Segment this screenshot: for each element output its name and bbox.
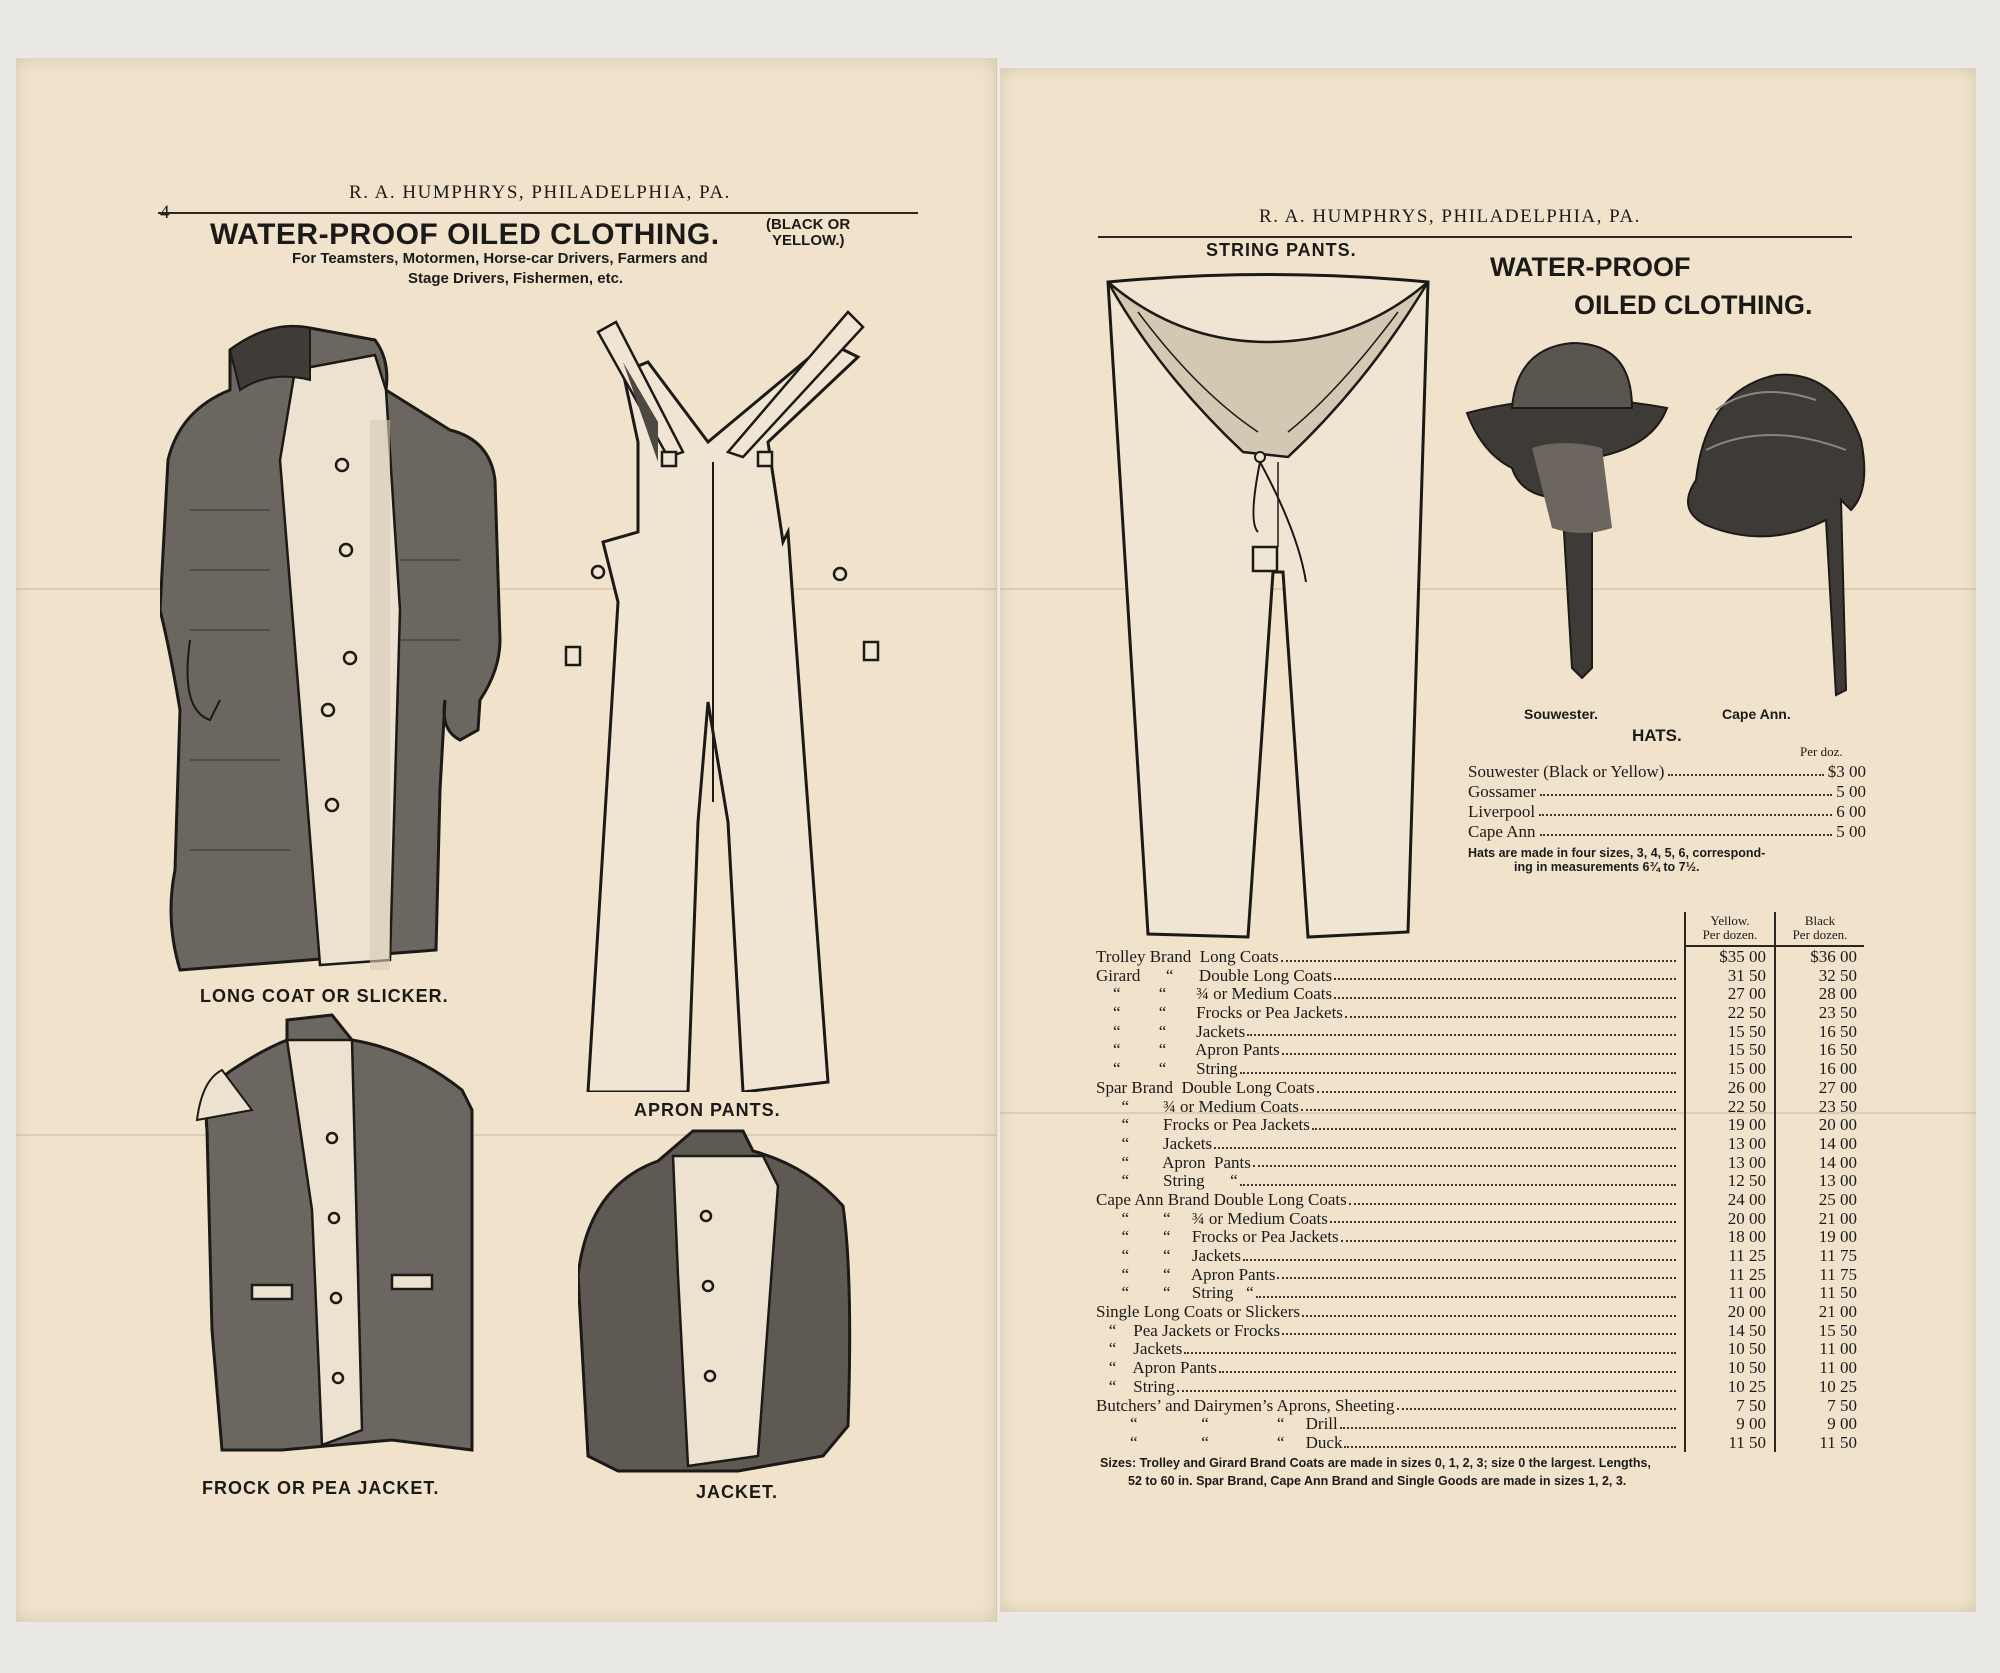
- black-price: 23 50: [1818, 1096, 1857, 1116]
- yellow-price: 27 00: [1727, 984, 1766, 1004]
- black-price: 15 50: [1818, 1320, 1857, 1340]
- item-label: “ Frocks or Pea Jackets: [1096, 1116, 1310, 1135]
- yellow-price: 10 50: [1727, 1339, 1766, 1359]
- item-label: Spar Brand Double Long Coats: [1096, 1078, 1315, 1097]
- black-price: 16 50: [1818, 1040, 1857, 1060]
- right-head-rule: [1098, 236, 1852, 238]
- leader-dots: [1219, 1359, 1676, 1373]
- yellow-column-header: [1686, 914, 1774, 942]
- black-price: 21 00: [1818, 1208, 1857, 1228]
- yellow-price: 22 50: [1727, 1096, 1766, 1116]
- black-price: 9 00: [1827, 1414, 1857, 1434]
- price-row-label-cell: [1096, 1434, 1678, 1453]
- price-row: [1096, 1135, 1860, 1154]
- black-column-header: [1776, 914, 1864, 942]
- price-row: [1096, 1210, 1860, 1229]
- hat-name: Souwester (Black or Yellow): [1468, 762, 1665, 781]
- black-price: 19 00: [1818, 1227, 1857, 1247]
- price-row: [1096, 1060, 1860, 1079]
- item-label: “ Apron Pants: [1096, 1359, 1217, 1378]
- leader-dots: [1540, 822, 1833, 836]
- yellow-price: 12 50: [1727, 1171, 1766, 1191]
- leader-dots: [1668, 762, 1823, 776]
- price-row-label-cell: [1096, 1135, 1678, 1154]
- right-title-line1: WATER-PROOF: [1490, 252, 1691, 282]
- item-label: “ “ Apron Pants: [1096, 1041, 1280, 1060]
- leader-dots: [1317, 1079, 1676, 1093]
- item-label: “ “ Apron Pants: [1096, 1265, 1276, 1284]
- leader-dots: [1345, 1004, 1676, 1018]
- black-price: 20 00: [1818, 1115, 1857, 1135]
- yellow-price: 7 50: [1736, 1395, 1766, 1415]
- black-price: 11 75: [1819, 1264, 1857, 1284]
- leader-dots: [1214, 1135, 1676, 1149]
- black-price: 14 00: [1818, 1133, 1857, 1153]
- price-row-label-cell: [1096, 1284, 1678, 1303]
- leader-dots: [1240, 1172, 1676, 1186]
- item-label: “ “ String: [1096, 1060, 1238, 1079]
- price-row-label-cell: [1096, 1322, 1678, 1341]
- price-row-label-cell: [1096, 1340, 1678, 1359]
- black-price: 11 50: [1819, 1432, 1857, 1452]
- long-coat-caption: LONG COAT OR SLICKER.: [200, 986, 449, 1006]
- apron-pants-caption: APRON PANTS.: [634, 1100, 781, 1120]
- hat-name: Cape Ann: [1468, 822, 1536, 841]
- price-row: [1096, 1098, 1860, 1117]
- item-label: “ “ String “: [1096, 1284, 1254, 1303]
- price-row: [1096, 1397, 1860, 1416]
- black-price: 16 50: [1818, 1021, 1857, 1041]
- item-label: “ Jackets: [1096, 1340, 1183, 1359]
- hat-name: Liverpool: [1468, 802, 1536, 821]
- black-price: 16 00: [1818, 1059, 1857, 1079]
- black-price: $36 00: [1810, 947, 1857, 966]
- yellow-price: 26 00: [1727, 1077, 1766, 1097]
- price-row: [1096, 1023, 1860, 1042]
- price-row: [1096, 1284, 1860, 1303]
- hats-heading: HATS.: [1632, 726, 1682, 745]
- yellow-price: 18 00: [1727, 1227, 1766, 1247]
- black-price: 14 00: [1818, 1152, 1857, 1172]
- price-row: [1096, 1415, 1860, 1434]
- price-row-label-cell: [1096, 1303, 1678, 1322]
- price-row: [1096, 948, 1860, 967]
- black-price: 11 50: [1819, 1283, 1857, 1303]
- black-price: 10 25: [1818, 1376, 1857, 1396]
- item-label: “ “ Jackets: [1096, 1247, 1241, 1265]
- leader-dots: [1340, 1415, 1676, 1429]
- price-row: [1096, 967, 1860, 986]
- price-row: [1096, 1116, 1860, 1135]
- price-row: [1096, 1247, 1860, 1266]
- price-row: [1096, 1434, 1860, 1453]
- subtitle-line2: Stage Drivers, Fishermen, etc.: [408, 270, 624, 287]
- price-row-label-cell: [1096, 985, 1678, 1004]
- yellow-price: 11 25: [1728, 1246, 1766, 1265]
- item-label: “ ¾ or Medium Coats: [1096, 1097, 1300, 1116]
- item-label: Trolley Brand Long Coats: [1096, 948, 1279, 966]
- yellow-price: 24 00: [1727, 1189, 1766, 1209]
- yellow-price: 9 00: [1736, 1414, 1766, 1434]
- hat-price: 5 00: [1836, 782, 1866, 801]
- black-header-line1: Black: [1804, 913, 1836, 928]
- price-row-label-cell: [1096, 1023, 1678, 1042]
- yellow-price: 11 25: [1728, 1264, 1766, 1284]
- price-row-label-cell: [1096, 1191, 1678, 1210]
- yellow-header-line1: Yellow.: [1710, 913, 1750, 928]
- long-coat-illustration: [160, 310, 510, 980]
- hats-note-line1: Hats are made in four sizes, 3, 4, 5, 6, correspond-: [1468, 846, 1766, 860]
- apron-pants-illustration: [528, 302, 918, 1092]
- price-row-label-cell: [1096, 1098, 1678, 1117]
- item-label: Butchers’ and Dairymen’s Aprons, Sheeting: [1096, 1396, 1395, 1415]
- item-label: Single Long Coats or Slickers: [1096, 1303, 1300, 1322]
- leader-dots: [1312, 1116, 1676, 1130]
- black-price: 7 50: [1827, 1395, 1857, 1415]
- leader-dots: [1349, 1191, 1676, 1205]
- black-header-line2: Per dozen.: [1792, 927, 1848, 942]
- price-row-label-cell: [1096, 1154, 1678, 1173]
- leader-dots: [1281, 948, 1676, 962]
- item-label: “ Jackets: [1096, 1134, 1213, 1153]
- price-row-label-cell: [1096, 1266, 1678, 1285]
- black-price: 32 50: [1818, 965, 1857, 985]
- leader-dots: [1397, 1397, 1676, 1411]
- cape-ann-hat-illustration: [1676, 350, 1876, 700]
- yellow-price: 15 50: [1727, 1040, 1766, 1060]
- yellow-price: $35 00: [1719, 947, 1766, 966]
- price-row: [1096, 1191, 1860, 1210]
- yellow-price: 11 00: [1728, 1283, 1766, 1303]
- price-row: [1096, 1266, 1860, 1285]
- right-title-line2: OILED CLOTHING.: [1574, 290, 1813, 320]
- leader-dots: [1256, 1284, 1676, 1298]
- string-pants-caption: STRING PANTS.: [1206, 240, 1357, 260]
- yellow-price: 13 00: [1727, 1133, 1766, 1153]
- hat-price: 5 00: [1836, 822, 1866, 841]
- hat-price: 6 00: [1836, 802, 1866, 821]
- leader-dots: [1253, 1154, 1676, 1168]
- item-label: “ “ Frocks or Pea Jackets: [1096, 1228, 1339, 1247]
- yellow-price: 15 50: [1727, 1021, 1766, 1041]
- yellow-price: 13 00: [1727, 1152, 1766, 1172]
- left-head-rule: [158, 212, 918, 214]
- price-row: [1096, 1322, 1860, 1341]
- price-row: [1096, 985, 1860, 1004]
- leader-dots: [1334, 967, 1676, 981]
- leader-dots: [1177, 1378, 1676, 1392]
- price-row-label-cell: [1096, 1228, 1678, 1247]
- hats-per-doz: Per doz.: [1800, 744, 1843, 759]
- leader-dots: [1277, 1266, 1676, 1280]
- price-row-label-cell: [1096, 967, 1678, 986]
- price-row-label-cell: [1096, 1060, 1678, 1079]
- cape-ann-label: Cape Ann.: [1722, 706, 1791, 722]
- price-row-label-cell: [1096, 1116, 1678, 1135]
- leader-dots: [1539, 802, 1832, 816]
- item-label: “ Pea Jackets or Frocks: [1096, 1321, 1281, 1340]
- item-label: “ Apron Pants: [1096, 1153, 1251, 1172]
- title-note-line1: (BLACK OR: [766, 216, 851, 233]
- black-price: 11 00: [1819, 1339, 1857, 1359]
- subtitle-line1: For Teamsters, Motormen, Horse-car Drivers, Farmers and: [292, 250, 708, 267]
- leader-dots: [1282, 1322, 1676, 1336]
- hat-name: Gossamer: [1468, 782, 1536, 801]
- price-row: [1096, 1359, 1860, 1378]
- leader-dots: [1240, 1060, 1676, 1074]
- price-row: [1096, 1172, 1860, 1191]
- black-price: 13 00: [1818, 1171, 1857, 1191]
- sizes-note-line2: 52 to 60 in. Spar Brand, Cape Ann Brand and Single Goods are made in sizes 1, 2, 3.: [1128, 1474, 1627, 1488]
- item-label: “ “ Jackets: [1096, 1022, 1246, 1041]
- yellow-price: 31 50: [1727, 965, 1766, 985]
- leader-dots: [1301, 1098, 1676, 1112]
- leader-dots: [1334, 985, 1676, 999]
- item-label: “ String: [1096, 1377, 1175, 1396]
- price-row-label-cell: [1096, 1210, 1678, 1229]
- price-row-label-cell: [1096, 1172, 1678, 1191]
- right-running-head: R. A. HUMPHRYS, PHILADELPHIA, PA.: [1259, 206, 1641, 227]
- price-row: [1096, 1303, 1860, 1322]
- black-price: 11 00: [1819, 1358, 1857, 1378]
- price-row-label-cell: [1096, 1378, 1678, 1397]
- yellow-price: 20 00: [1727, 1208, 1766, 1228]
- yellow-price: 22 50: [1727, 1003, 1766, 1023]
- frock-caption: FROCK OR PEA JACKET.: [202, 1478, 440, 1498]
- price-table: [1096, 948, 1860, 1453]
- yellow-price: 19 00: [1727, 1115, 1766, 1135]
- leader-dots: [1247, 1023, 1676, 1037]
- price-row-label-cell: [1096, 1247, 1678, 1266]
- frock-illustration: [192, 1010, 482, 1470]
- price-row-label-cell: [1096, 948, 1678, 967]
- title-note-line2: YELLOW.): [772, 232, 845, 249]
- black-price: 21 00: [1818, 1302, 1857, 1322]
- yellow-price: 20 00: [1727, 1302, 1766, 1322]
- black-price: 27 00: [1818, 1077, 1857, 1097]
- yellow-price: 11 50: [1728, 1432, 1766, 1452]
- price-row: [1096, 1004, 1860, 1023]
- item-label: “ String “: [1096, 1172, 1238, 1191]
- price-row-label-cell: [1096, 1004, 1678, 1023]
- hats-note-line2: ing in measurements 6¾ to 7½.: [1514, 860, 1700, 874]
- yellow-price: 14 50: [1727, 1320, 1766, 1340]
- leader-dots: [1184, 1340, 1676, 1354]
- yellow-price: 10 25: [1727, 1376, 1766, 1396]
- leader-dots: [1344, 1434, 1676, 1448]
- hat-price: $3 00: [1827, 762, 1866, 781]
- black-price: 28 00: [1818, 984, 1857, 1004]
- price-row: [1096, 1154, 1860, 1173]
- hat-row: [1468, 822, 1866, 842]
- hat-row: [1468, 802, 1866, 822]
- black-price: 25 00: [1818, 1189, 1857, 1209]
- hat-row: [1468, 762, 1866, 782]
- item-label: “ “ ¾ or Medium Coats: [1096, 1209, 1328, 1228]
- price-row: [1096, 1079, 1860, 1098]
- leader-dots: [1282, 1041, 1676, 1055]
- leader-dots: [1540, 782, 1832, 796]
- price-row-label-cell: [1096, 1041, 1678, 1060]
- souwester-hat-illustration: [1462, 338, 1672, 688]
- item-label: “ “ “ Duck: [1096, 1433, 1343, 1452]
- item-label: “ “ ¾ or Medium Coats: [1096, 985, 1333, 1004]
- leader-dots: [1341, 1228, 1676, 1242]
- hats-price-list: [1468, 758, 1866, 874]
- left-page-title: WATER-PROOF OILED CLOTHING.: [210, 218, 720, 251]
- hat-row: [1468, 782, 1866, 802]
- price-row: [1096, 1340, 1860, 1359]
- black-price: 11 75: [1819, 1246, 1857, 1265]
- item-label: “ “ Frocks or Pea Jackets: [1096, 1004, 1343, 1023]
- black-price: 23 50: [1818, 1003, 1857, 1023]
- yellow-header-line2: Per dozen.: [1702, 927, 1758, 942]
- souwester-label: Souwester.: [1524, 706, 1598, 722]
- yellow-price: 10 50: [1727, 1358, 1766, 1378]
- price-row: [1096, 1378, 1860, 1397]
- price-row-label-cell: [1096, 1079, 1678, 1098]
- leader-dots: [1330, 1210, 1676, 1224]
- sizes-note-line1: Sizes: Trolley and Girard Brand Coats are made in sizes 0, 1, 2, 3; size 0 the largest. Lengths,: [1100, 1456, 1651, 1470]
- price-row-label-cell: [1096, 1415, 1678, 1434]
- price-row: [1096, 1041, 1860, 1060]
- item-label: Girard “ Double Long Coats: [1096, 966, 1333, 985]
- price-row-label-cell: [1096, 1359, 1678, 1378]
- string-pants-illustration: [1098, 272, 1438, 942]
- item-label: Cape Ann Brand Double Long Coats: [1096, 1190, 1347, 1209]
- price-row-label-cell: [1096, 1397, 1678, 1416]
- jacket-illustration: [578, 1126, 858, 1476]
- left-running-head: R. A. HUMPHRYS, PHILADELPHIA, PA.: [349, 182, 731, 203]
- price-row: [1096, 1228, 1860, 1247]
- jacket-caption: JACKET.: [696, 1482, 779, 1502]
- item-label: “ “ “ Drill: [1096, 1415, 1338, 1434]
- leader-dots: [1243, 1247, 1676, 1261]
- leader-dots: [1302, 1303, 1676, 1317]
- yellow-price: 15 00: [1727, 1059, 1766, 1079]
